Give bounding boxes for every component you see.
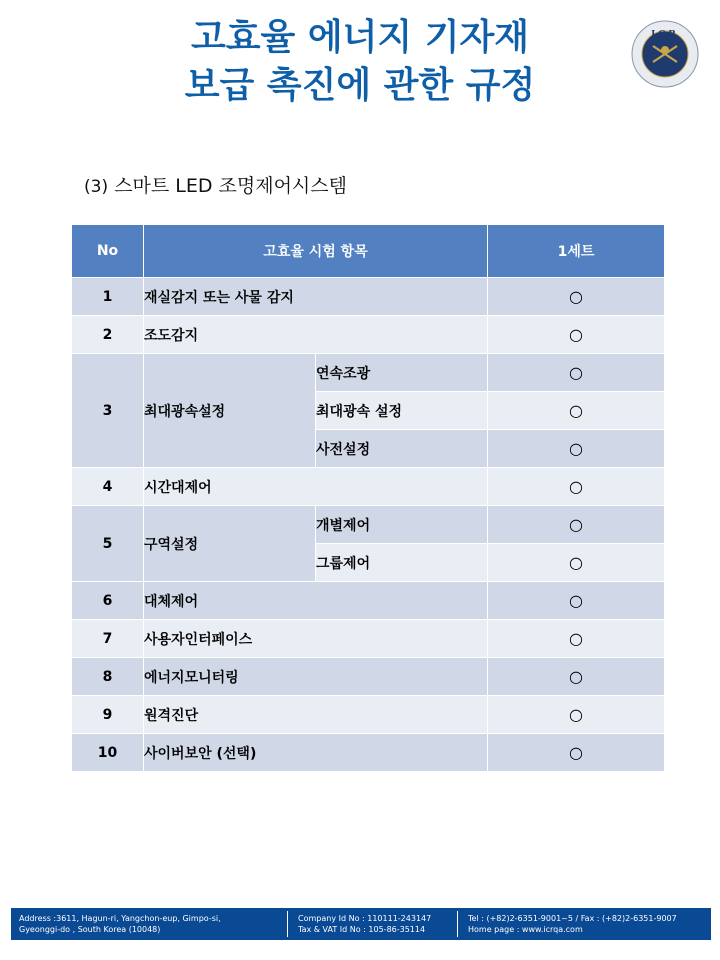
page-title-line1: 고효율 에너지 기자재 — [190, 17, 530, 58]
row-mark: ○ — [488, 278, 665, 316]
footer-divider — [287, 911, 288, 937]
table-row — [72, 734, 665, 772]
address-line1: Address :3611, Hagun-ri, Yangchon-eup, Gimpo-si, — [19, 914, 221, 923]
row-item: 재실감지 또는 사물 감지 — [144, 278, 488, 316]
table-header-row — [72, 225, 665, 278]
table-row — [72, 316, 665, 354]
row-mark: ○ — [488, 468, 665, 506]
row-mark: ○ — [488, 316, 665, 354]
logo-text: ICR — [651, 30, 679, 40]
address-line2: Gyeonggi-do , South Korea (10048) — [19, 925, 161, 934]
row-no: 1 — [72, 278, 144, 316]
header-set: 1세트 — [488, 225, 665, 278]
table-row — [72, 620, 665, 658]
row-mark: ○ — [488, 430, 665, 468]
row-mark: ○ — [488, 354, 665, 392]
homepage-link[interactable]: Home page : www.icrqa.com — [468, 925, 583, 934]
row-item: 대체제어 — [144, 582, 488, 620]
section-number: (3) — [84, 177, 109, 197]
footer-company — [298, 913, 431, 935]
row-no: 7 — [72, 620, 144, 658]
row-mark: ○ — [488, 696, 665, 734]
footer-divider — [457, 911, 458, 937]
table-row — [72, 506, 665, 544]
footer-address — [19, 913, 221, 935]
row-mark: ○ — [488, 544, 665, 582]
section-heading — [84, 172, 347, 201]
footer-contact — [468, 913, 677, 935]
row-no: 4 — [72, 468, 144, 506]
row-no: 9 — [72, 696, 144, 734]
icr-logo — [631, 20, 699, 88]
row-subitem: 개별제어 — [316, 506, 488, 544]
row-no: 2 — [72, 316, 144, 354]
row-item: 시간대제어 — [144, 468, 488, 506]
tel-fax: Tel : (+82)2-6351-9001~5 / Fax : (+82)2-6351-9007 — [468, 914, 677, 923]
header-no: No — [72, 225, 144, 278]
table-row — [72, 658, 665, 696]
row-mark: ○ — [488, 620, 665, 658]
row-mark: ○ — [488, 506, 665, 544]
row-item: 에너지모니터링 — [144, 658, 488, 696]
row-item: 사이버보안 (선택) — [144, 734, 488, 772]
row-subitem: 최대광속 설정 — [316, 392, 488, 430]
row-mark: ○ — [488, 392, 665, 430]
row-subitem: 그룹제어 — [316, 544, 488, 582]
row-item: 사용자인터페이스 — [144, 620, 488, 658]
row-subitem: 연속조광 — [316, 354, 488, 392]
tax-id: Tax & VAT Id No : 105-86-35114 — [298, 925, 426, 934]
test-items-table — [71, 224, 665, 772]
row-no: 5 — [72, 506, 144, 582]
table-row — [72, 278, 665, 316]
row-item: 조도감지 — [144, 316, 488, 354]
section-title: 스마트 LED 조명제어시스템 — [114, 175, 347, 197]
page-title-line2: 보급 촉진에 관한 규정 — [184, 65, 536, 106]
header-item: 고효율 시험 항목 — [144, 225, 488, 278]
row-no: 6 — [72, 582, 144, 620]
row-subitem: 사전설정 — [316, 430, 488, 468]
row-no: 3 — [72, 354, 144, 468]
row-no: 10 — [72, 734, 144, 772]
row-no: 8 — [72, 658, 144, 696]
footer-bar — [11, 908, 711, 940]
table-row — [72, 354, 665, 392]
company-id: Company Id No : 110111-243147 — [298, 914, 432, 923]
row-item: 최대광속설정 — [144, 354, 316, 468]
table-row — [72, 696, 665, 734]
row-mark: ○ — [488, 734, 665, 772]
row-mark: ○ — [488, 658, 665, 696]
table-row — [72, 468, 665, 506]
table-row — [72, 582, 665, 620]
row-item: 구역설정 — [144, 506, 316, 582]
row-item: 원격진단 — [144, 696, 488, 734]
row-mark: ○ — [488, 582, 665, 620]
